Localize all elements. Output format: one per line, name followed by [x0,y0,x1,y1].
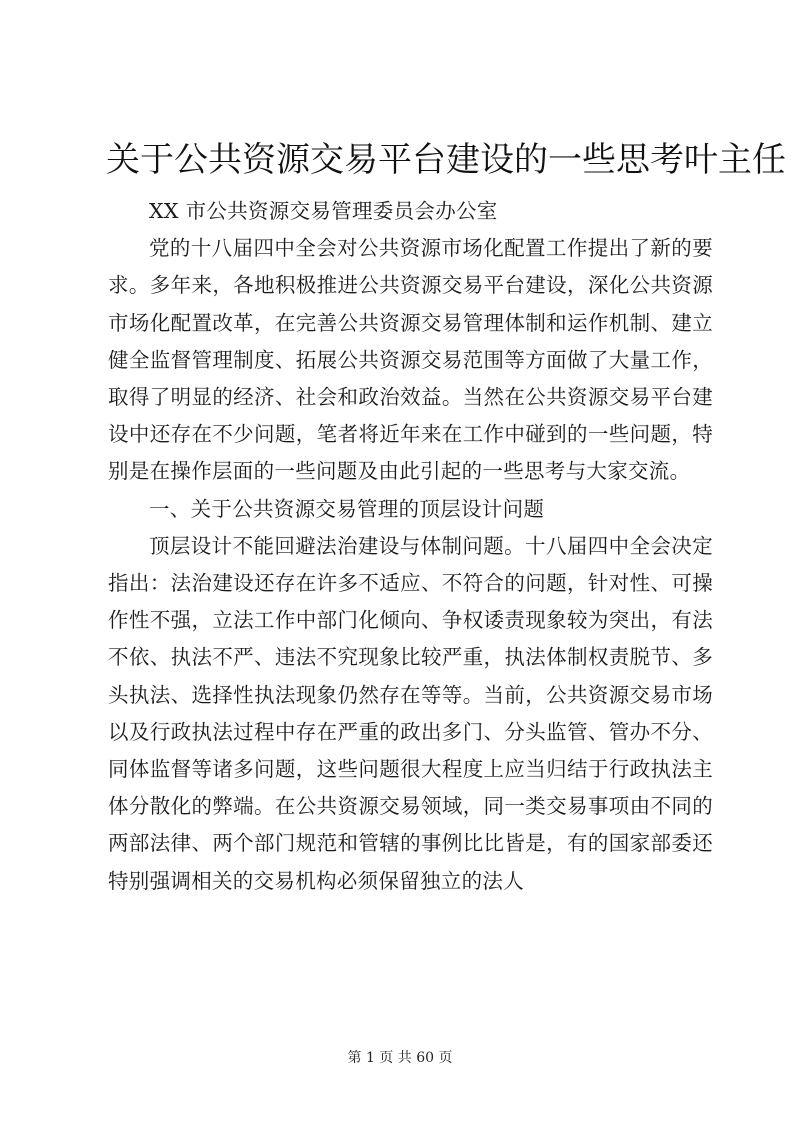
author-line: XX 市公共资源交易管理委员会办公室 [149,199,498,223]
section-heading-1: 一、关于公共资源交易管理的顶层设计问题 [149,496,545,521]
document-title: 关于公共资源交易平台建设的一些思考叶主任 [106,140,786,180]
page-footer: 第 1 页 共 60 页 [347,1050,453,1066]
document-body [108,193,713,900]
paragraph-section-1: 顶层设计不能回避法治建设与体制问题。十八届四中全会决定指出：法治建设还存在许多不适应、不符合的问题，针对性、可操作性不强，立法工作中部门化倾向、争权诿责现象较为突出，有法不依、执法不严、违法不究现象比较严重，执法体制权责脱节、多头执法、选择性执法现象仍然存在等等。当前，公共资源交易市场以及行政执法过程中存在严重的政出多门、分头监管、管办不分、同体监督等诸多问题，这些问题很大程度上应当归结于行政执法主体分散化的弊端。在公共资源交易领域，同一类交易事项由不同的两部法律、两个部门规范和管辖的事例比比皆是，有的国家部委还特别强调相关的交易机构必须保留独立的法人 [108,533,713,893]
paragraph-intro: 党的十八届四中全会对公共资源市场化配置工作提出了新的要求。多年来，各地积极推进公共资源交易平台建设，深化公共资源市场化配置改革，在完善公共资源交易管理体制和运作机制、建立健全监督管理制度、拓展公共资源交易范围等方面做了大量工作，取得了明显的经济、社会和政治效益。当然在公共资源交易平台建设中还存在不少问题，笔者将近年来在工作中碰到的一些问题，特别是在操作层面的一些问题及由此引起的一些思考与大家交流。 [108,236,713,484]
